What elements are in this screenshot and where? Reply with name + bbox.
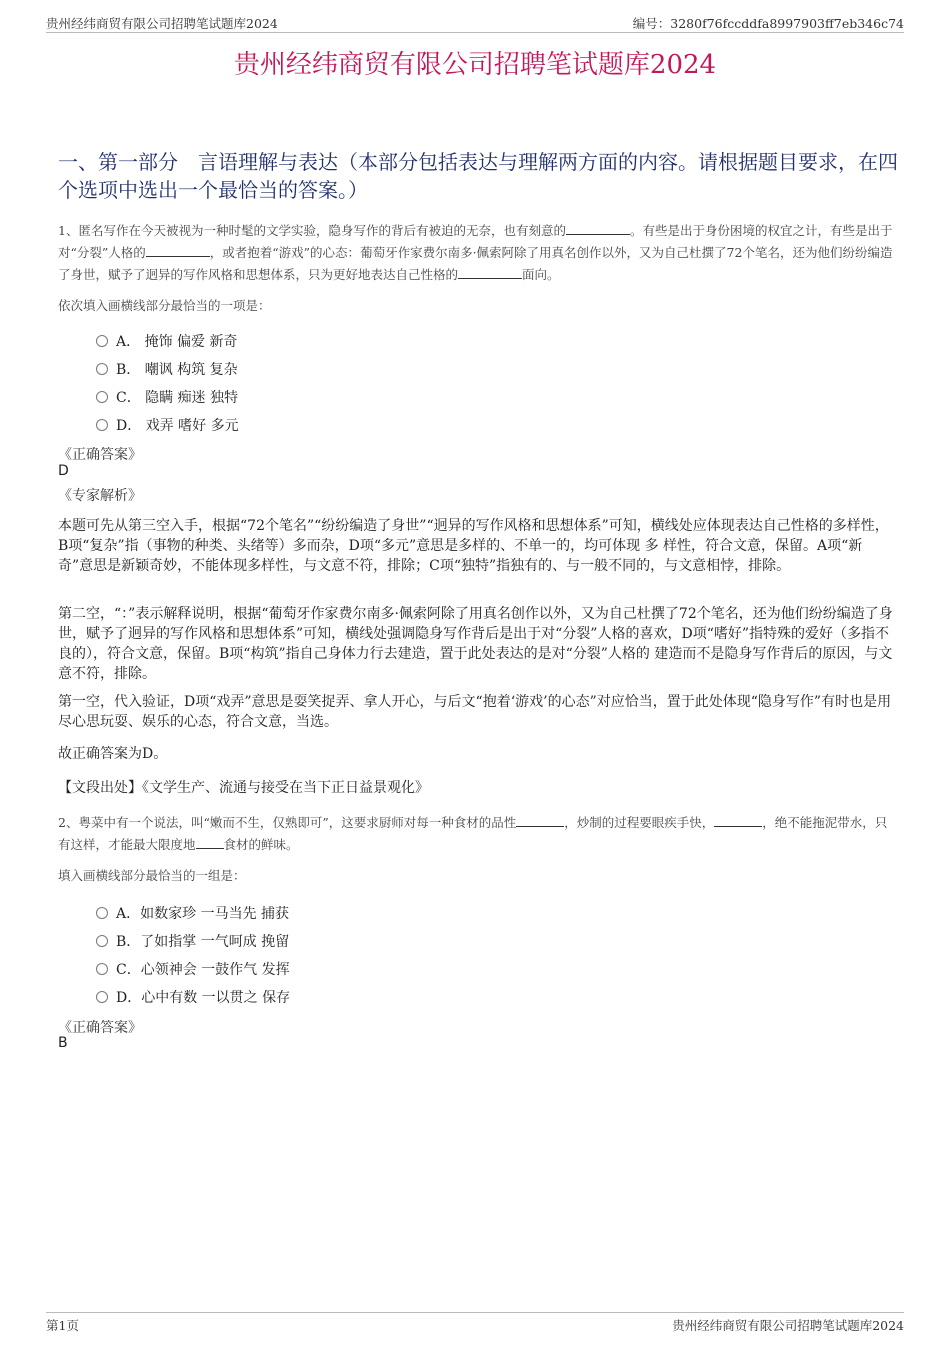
analysis-paragraph: 第一空，代入验证，D项“戏弄”意思是耍笑捉弄、拿人开心，与后文“抱着‘游戏’的心态”对应恰当，置于此处体现“隐身写作”有时也是用尽心思玩耍、娱乐的心态，符合文意，当选。 xyxy=(58,694,892,730)
question-1-text-part: 面向。 xyxy=(522,267,560,282)
blank-line xyxy=(516,814,564,827)
question-1-option-a[interactable] xyxy=(96,331,237,351)
option-label: D． xyxy=(116,418,142,434)
question-1-text-part: 1、匿名写作在今天被视为一种时髦的文学实验，隐身写作的背后有被迫的无奈，也有刻意的 xyxy=(58,223,566,238)
analysis-paragraph: 本题可先从第三空入手，根据“72个笔名”“纷纷编造了身世”“迥异的写作风格和思想体系”可知，横线处应体现表达自己性格的多样性，B项“复杂”指（事物的种类、头绪等）多而杂，D项“多元”意思是多样的、不单一的，均可体现 多 样性，符合文意，保留。A项“新奇”意思是新颖奇妙，不能体现多样性，与文意不符，排除；C项“独特”指独有的、与一般不同的，与文意相悖，排除。 xyxy=(58,518,889,574)
option-text: 掩饰 偏爱 新奇 xyxy=(144,334,238,350)
radio-button-icon[interactable] xyxy=(96,907,108,919)
question-2-text-part: ，炒制的过程要眼疾手快， xyxy=(564,815,715,830)
question-1-analysis-heading: 《专家解析》 xyxy=(58,488,142,504)
option-text: 了如指掌 一气呵成 挽留 xyxy=(140,934,290,950)
question-2-option-a[interactable] xyxy=(96,903,289,923)
page-footer xyxy=(46,1312,904,1335)
option-text: 隐瞒 痴迷 独特 xyxy=(145,390,239,406)
footer-page-number: 第1页 xyxy=(46,1318,79,1333)
question-2-answer-heading: 《正确答案》 xyxy=(58,1020,142,1036)
question-1-text xyxy=(58,220,894,286)
option-label: A． xyxy=(116,334,141,350)
option-label: B． xyxy=(116,362,141,378)
question-2-option-c[interactable] xyxy=(96,959,290,979)
question-2-answer: B xyxy=(58,1035,68,1051)
question-1-text-part: ，或者抱着“游戏”的心态：葡萄牙作家费尔南多·佩索阿除了用真名创作以外，又为自己杜撰了72个笔名，还为他们纷纷编造了身世，赋予了迥异的写作风格和思想体系，只为更好地表达自己性格的 xyxy=(58,245,893,282)
option-label: A． xyxy=(116,906,141,922)
radio-button-icon[interactable] xyxy=(96,935,108,947)
blank-line xyxy=(196,836,224,849)
radio-button-icon[interactable] xyxy=(96,391,108,403)
question-1-option-b[interactable] xyxy=(96,359,238,379)
question-2-text xyxy=(58,812,894,856)
option-label: B． xyxy=(116,934,141,950)
header-doc-number: 编号：3280f76fccddfa8997903ff7eb346c74 xyxy=(632,16,904,31)
option-label: C． xyxy=(116,390,141,406)
question-2-text-part: 2、粤菜中有一个说法，叫“嫩而不生，仅熟即可”，这要求厨师对每一种食材的品性 xyxy=(58,815,517,830)
question-1-text-part: 。有些是出于身份困境的权宜之计，有些是出于对“分裂”人格的 xyxy=(58,223,893,260)
question-1-answer-heading: 《正确答案》 xyxy=(58,447,142,463)
option-text: 戏弄 嗜好 多元 xyxy=(145,418,239,434)
blank-line xyxy=(714,814,762,827)
question-1-source: 【文段出处】《文学生产、流通与接受在当下正日益景观化》 xyxy=(58,780,429,796)
blank-line xyxy=(146,244,210,257)
header-doc-title: 贵州经纬商贸有限公司招聘笔试题库2024 xyxy=(46,16,278,31)
option-label: C． xyxy=(116,962,141,978)
question-2-option-d[interactable] xyxy=(96,987,290,1007)
question-2-instruction: 填入画横线部分最恰当的一组是： xyxy=(58,868,246,883)
option-label: D． xyxy=(116,990,142,1006)
radio-button-icon[interactable] xyxy=(96,963,108,975)
analysis-paragraph: 故正确答案为D。 xyxy=(58,746,168,762)
question-1-option-c[interactable] xyxy=(96,387,238,407)
blank-line xyxy=(458,266,522,279)
question-2-text-part: ，绝不能拖泥带水，只有这样，才能最大限度地 xyxy=(58,815,888,852)
question-1-answer: D xyxy=(58,463,69,479)
page-title: 贵州经纬商贸有限公司招聘笔试题库2024 xyxy=(233,50,717,80)
question-2-text-part: 食材的鲜味。 xyxy=(223,837,299,852)
section-heading: 一、第一部分 言语理解与表达（本部分包括表达与理解两方面的内容。请根据题目要求，在四个选项中选出一个最恰当的答案。） xyxy=(58,150,898,202)
option-text: 嘲讽 构筑 复杂 xyxy=(144,362,238,378)
option-text: 心中有数 一以贯之 保存 xyxy=(141,990,291,1006)
footer-doc-title: 贵州经纬商贸有限公司招聘笔试题库2024 xyxy=(672,1318,904,1333)
radio-button-icon[interactable] xyxy=(96,335,108,347)
option-text: 如数家珍 一马当先 捕获 xyxy=(140,906,290,922)
question-1-instruction: 依次填入画横线部分最恰当的一项是： xyxy=(58,298,271,313)
question-2-option-b[interactable] xyxy=(96,931,289,951)
radio-button-icon[interactable] xyxy=(96,363,108,375)
analysis-paragraph: 第二空，“：”表示解释说明，根据“葡萄牙作家费尔南多·佩索阿除了用真名创作以外，又为自己杜撰了72个笔名，还为他们纷纷编造了身世，赋予了迥异的写作风格和思想体系”可知，横线处强调隐身写作背后是出于对“分裂”人格的喜欢，D项“嗜好”指特殊的爱好（多指不良的），符合文意，保留。B项“构筑”指自己身体力行去建造，置于此处表达的是对“分裂”人格的 建造而不是隐身写作背后的原因，与文意不符，排除。 xyxy=(58,606,893,682)
radio-button-icon[interactable] xyxy=(96,991,108,1003)
question-1-option-d[interactable] xyxy=(96,415,239,435)
blank-line xyxy=(566,222,630,235)
radio-button-icon[interactable] xyxy=(96,419,108,431)
page-header xyxy=(46,14,904,33)
option-text: 心领神会 一鼓作气 发挥 xyxy=(140,962,290,978)
